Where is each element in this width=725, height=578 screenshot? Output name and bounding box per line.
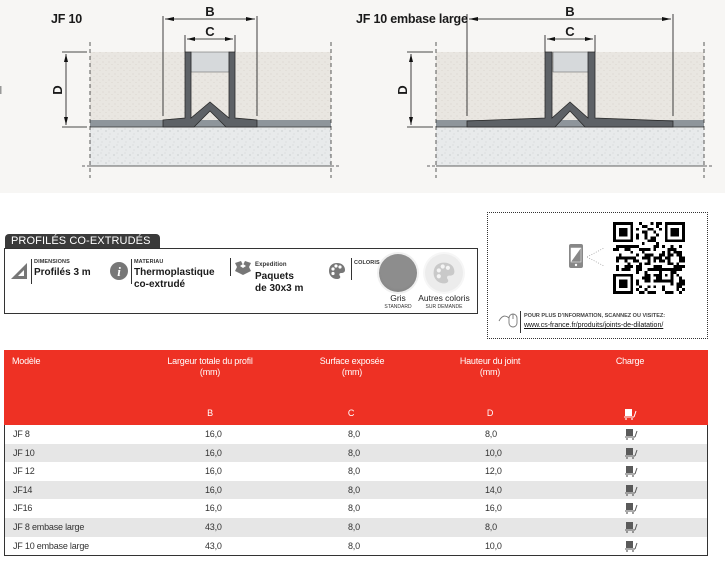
dimensions-value: Profilés 3 m (34, 267, 91, 278)
cell-model: JF 8 embase large (13, 522, 85, 532)
diagram-jf10-embase-large (395, 4, 713, 178)
palette-icon (327, 261, 347, 281)
coloris-label: COLORIS (354, 260, 380, 266)
cell-d: 12,0 (485, 466, 502, 477)
divider (520, 311, 521, 333)
table-row (5, 537, 707, 556)
divider (351, 258, 352, 280)
cell-d: 10,0 (485, 447, 502, 458)
table-header (4, 350, 708, 425)
cart-icon (624, 502, 638, 514)
cell-b: 16,0 (205, 503, 222, 514)
cart-icon (623, 408, 637, 420)
cell-b: 16,0 (205, 447, 222, 458)
table-row (5, 462, 707, 481)
cell-c: 8,0 (348, 484, 360, 495)
cell-d: 10,0 (485, 540, 502, 551)
dimension-c-label: C (205, 24, 215, 39)
product-info-box (4, 248, 478, 314)
column-symbol-c: C (347, 408, 355, 418)
ruler-triangle-icon (9, 261, 29, 281)
swatch-autres-label: Autres coloris (418, 293, 470, 303)
qr-code[interactable] (613, 222, 685, 294)
cart-icon (624, 484, 638, 496)
table-row (5, 425, 707, 444)
column-header-largeur-line1: Largeur totale du profil (167, 356, 253, 366)
diagram-title-jf10-embase-large: JF 10 embase large (356, 12, 468, 26)
scan-lines-icon (587, 246, 605, 268)
cell-model: JF 10 (13, 447, 35, 458)
column-header-largeur (150, 356, 270, 378)
cell-model: JF 12 (13, 466, 35, 477)
column-header-modele: Modèle (12, 356, 41, 366)
cell-c: 8,0 (348, 429, 360, 439)
swatch-autres-sub: SUR DEMANDE (425, 304, 463, 310)
diagram-jf10 (50, 4, 340, 178)
cell-c: 8,0 (348, 466, 360, 477)
column-header-largeur-line2: (mm) (199, 367, 221, 377)
materiau-value-line2: co-extrudé (134, 279, 186, 290)
cart-icon (624, 540, 638, 552)
diagram-title-jf10: JF 10 (51, 12, 82, 26)
column-symbol-d: D (486, 408, 494, 418)
dimension-b-label-2: B (565, 4, 575, 19)
cart-icon (624, 428, 638, 440)
column-symbol-b: B (207, 408, 213, 418)
mouse-icon (498, 311, 520, 329)
swatch-autres-coloris[interactable] (425, 254, 463, 292)
divider (31, 259, 32, 284)
cell-b: 43,0 (205, 522, 222, 532)
cell-b: 16,0 (205, 429, 222, 439)
expedition-value-line1: Paquets (255, 271, 294, 282)
website-link[interactable]: www.cs-france.fr/produits/joints-de-dilatation/ (524, 322, 664, 329)
swatch-gris-label: Gris (390, 293, 406, 303)
dimension-d-label-2: D (395, 85, 410, 95)
cell-d: 8,0 (485, 429, 497, 439)
expedition-value-line2: de 30x3 m (255, 283, 304, 294)
column-header-surface-line1: Surface exposée (319, 356, 385, 366)
column-header-hauteur-line2: (mm) (479, 367, 501, 377)
dimension-d-label: D (50, 85, 65, 95)
cart-icon (624, 465, 638, 477)
cell-model: JF 10 embase large (13, 540, 89, 551)
section-tab-profiles: PROFILÉS CO-EXTRUDÉS (5, 234, 160, 248)
profile-diagrams (0, 0, 725, 193)
cell-model: JF 8 (13, 429, 30, 439)
cell-model: JF16 (13, 503, 33, 514)
dimension-b-label: B (205, 4, 215, 19)
box-icon (233, 259, 253, 279)
column-header-surface (292, 356, 412, 378)
table-row (5, 444, 707, 463)
cell-c: 8,0 (348, 503, 360, 514)
cell-model: JF14 (13, 484, 33, 495)
cell-b: 16,0 (205, 484, 222, 495)
expedition-label: Expedition (255, 262, 287, 268)
qr-info-box (487, 212, 708, 339)
swatch-gris-sub: STANDARD (384, 304, 412, 310)
divider (131, 259, 132, 284)
cell-c: 8,0 (348, 447, 360, 458)
qr-prompt-text: POUR PLUS D’INFORMATION, SCANNEZ OU VISITEZ: (524, 313, 666, 319)
table-row (5, 481, 707, 500)
cell-c: 8,0 (348, 540, 360, 551)
table-row (5, 499, 707, 518)
swatch-gris[interactable] (379, 254, 417, 292)
cell-d: 16,0 (485, 503, 502, 514)
divider (230, 258, 231, 276)
smartphone-icon (568, 243, 584, 269)
table-body (4, 425, 708, 556)
cart-icon (624, 521, 638, 533)
dimensions-label: DIMENSIONS (34, 259, 70, 265)
diagram-band (0, 0, 725, 193)
column-header-charge: Charge (615, 356, 645, 366)
cell-d: 14,0 (485, 484, 502, 495)
column-header-surface-line2: (mm) (341, 367, 363, 377)
dimension-c-label-2: C (565, 24, 575, 39)
column-header-hauteur (430, 356, 550, 378)
cell-c: 8,0 (348, 522, 360, 532)
svg-text:i: i (117, 264, 121, 279)
materiau-value-line1: Thermoplastique (134, 267, 215, 278)
palette-icon (431, 260, 457, 286)
materiau-label: MATERIAU (134, 259, 164, 265)
table-row (5, 518, 707, 537)
cell-b: 43,0 (205, 540, 222, 551)
column-header-hauteur-line1: Hauteur du joint (459, 356, 521, 366)
info-icon (109, 261, 129, 281)
cell-b: 16,0 (205, 466, 222, 477)
cart-icon (624, 447, 638, 459)
cell-d: 8,0 (485, 522, 497, 532)
